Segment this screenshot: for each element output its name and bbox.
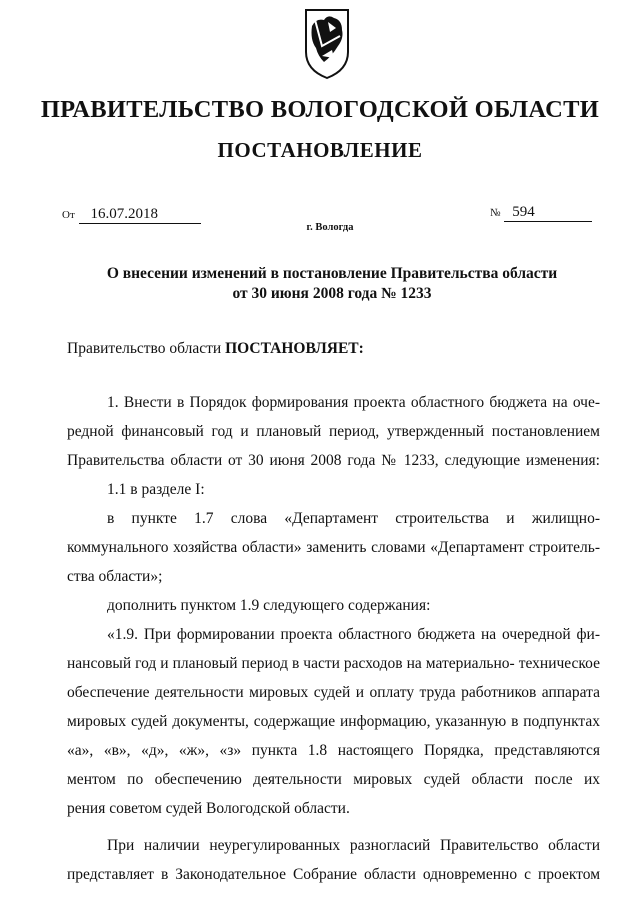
preamble-text: Правительство области: [67, 340, 226, 357]
body-line: обеспечение деятельности мировых судей и оплату труда работников аппарата: [67, 684, 600, 701]
document-title: [0, 264, 640, 304]
number-value: 594: [504, 204, 592, 222]
date-label: От: [62, 209, 75, 221]
body-line: При наличии неурегулированных разногласий Правительство области: [107, 837, 600, 854]
body-line: ментом по обеспечению деятельности мировых судей области после их: [67, 771, 600, 788]
preamble: [67, 334, 600, 363]
organization-name: ПРАВИТЕЛЬСТВО ВОЛОГОДСКОЙ ОБЛАСТИ: [40, 96, 600, 123]
body-line: дополнить пунктом 1.9 следующего содержания:: [107, 597, 431, 614]
body-line: Правительства области от 30 июня 2008 года № 1233, следующие изменения:: [67, 452, 600, 469]
number-label: №: [490, 207, 501, 219]
date-value: 16.07.2018: [79, 206, 201, 224]
number-block: [490, 204, 592, 222]
body-line: представляет в Законодательное Собрание области одновременно с проектом: [67, 866, 600, 883]
body-line: в пункте 1.7 слова «Департамент строительства и жилищно-: [107, 510, 600, 527]
body-line: 1. Внести в Порядок формирования проекта областного бюджета на оче-: [107, 394, 600, 411]
body-line: «1.9. При формировании проекта областного бюджета на очередной фи-: [107, 626, 600, 643]
body-line: коммунального хозяйства области» заменить словами «Департамент строитель-: [67, 539, 600, 556]
coat-of-arms-emblem: [302, 6, 352, 82]
body-line: мировых судей документы, содержащие информацию, указанную в подпунктах: [67, 713, 600, 730]
city-name: г. Вологда: [306, 222, 354, 233]
preamble-decree: ПОСТАНОВЛЯЕТ:: [225, 340, 364, 357]
body-line: нансовый год и плановый период в части расходов на материально- техническое: [67, 655, 600, 672]
body-line: рения советом судей Вологодской области.: [67, 800, 350, 817]
title-line-1: О внесении изменений в постановление Правительства области: [106, 265, 558, 282]
body-line: редной финансовый год и плановый период, утвержденный постановлением: [67, 423, 600, 440]
body-line: ства области»;: [67, 568, 163, 585]
body-line: 1.1 в разделе I:: [107, 481, 205, 498]
title-line-2: от 30 июня 2008 года № 1233: [232, 285, 432, 302]
document-body: [67, 388, 600, 889]
body-line: «а», «в», «д», «ж», «з» пункта 1.8 настоящего Порядка, представляются: [67, 742, 600, 759]
document-type: ПОСТАНОВЛЕНИЕ: [217, 138, 423, 162]
